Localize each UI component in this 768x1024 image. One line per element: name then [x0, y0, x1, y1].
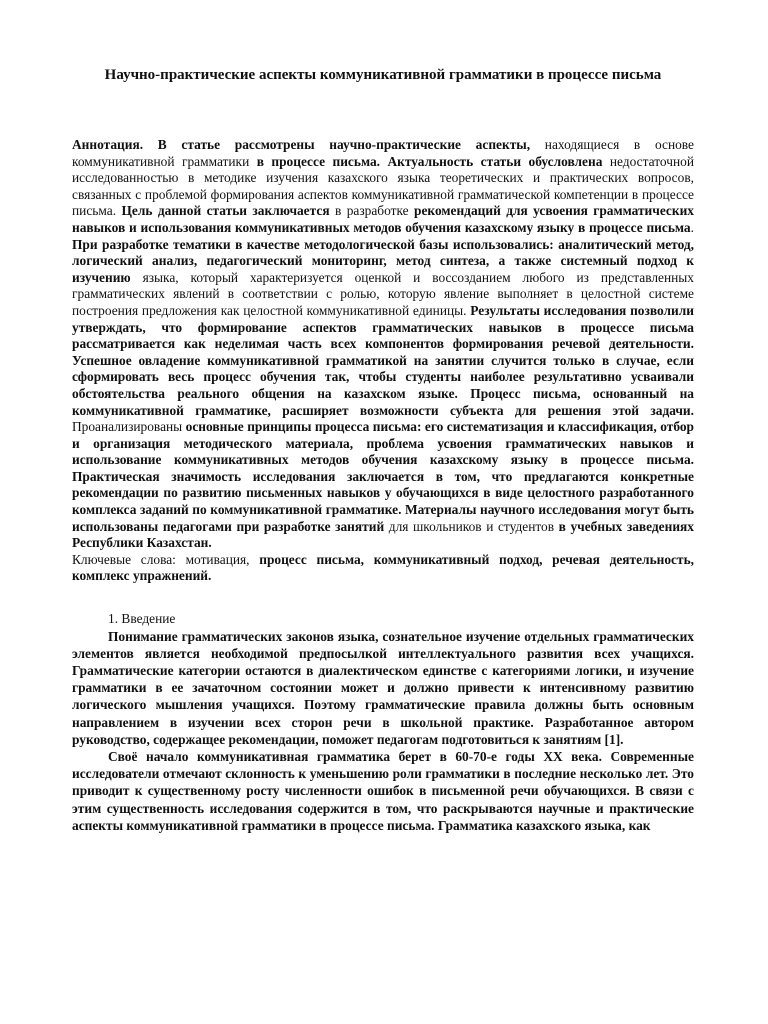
abstract-part: Аннотация. В статье рассмотрены научно-практические аспекты,: [72, 137, 531, 152]
abstract-part: основные принципы процесса письма: его систематизация и классификация, отбор и организация методического материала, проблема усвоения грамматических навыков и использование коммуникативных методов обучения казахскому языку в процессе письма. Практическая значимость исследования заключается в том, что предлагаются конкретные рекомендации по развитию письменных навыков у обучающихся в виде целостного разработанного комплекса заданий по коммуникативной грамматике. Материалы научного исследования могут быть использованы педагогами при разработке занятий: [72, 419, 694, 534]
abstract-part: для школьников и студентов: [384, 518, 559, 534]
document-page: [72, 66, 694, 834]
keywords-paragraph: [72, 552, 694, 585]
abstract-part: При разработке тематики в качестве методологической базы использовались: аналитический метод, логический анализ, педагогический мониторинг, метод синтеза, а также системный подход к изучению: [72, 236, 694, 285]
section-heading-introduction: 1. Введение: [108, 611, 176, 627]
abstract-part: в процессе письма. Актуальность статьи обусловлена: [256, 153, 603, 169]
abstract-part: находящиеся в основе коммуникативной грамматики: [72, 137, 694, 169]
keywords-part: мотивация,: [175, 551, 260, 567]
abstract-part: Цель данной статьи заключается: [121, 203, 330, 219]
abstract-part: в учебных заведениях Республики Казахстан.: [72, 518, 694, 551]
abstract-part: языка, который характеризуется оценкой и воссозданием любого из представленных грамматических явлений в соответствии с ролью, которую явление выполняет в целостной системе построения предложения как целостной коммуникативной единицы.: [72, 269, 694, 318]
introduction-paragraph-2: Своё начало коммуникативная грамматика берет в 60-70-е годы XX века. Современные исследователи отмечают склонность к уменьшению роли грамматики в последние несколько лет. Это приводит к существенному росту численности ошибок в письменной речи обучающихся. В связи с этим существенность исследования содержится в том, что раскрываются научные и практические аспекты коммуникативной грамматики в процессе письма. Грамматика казахского языка, как: [72, 749, 694, 833]
abstract-part: недостаточной исследованностью в методике изучения казахского языка теоретических и практических вопросов, связанных с проблемой формирования аспектов коммуникативной грамматической компетенции в процессе письма.: [72, 153, 694, 219]
keywords-label: Ключевые слова:: [72, 551, 176, 567]
abstract-paragraph: [72, 137, 694, 552]
abstract-part: Проанализированы: [72, 419, 186, 435]
abstract-part: .: [690, 219, 694, 235]
abstract-part: в разработке: [329, 203, 415, 219]
introduction-paragraph-1: Понимание грамматических законов языка, сознательное изучение отдельных грамматических элементов является необходимой предпосылкой интеллектуального развития всех учащихся. Грамматические категории остаются в диалектическом единстве с категориями логики, и изучение грамматики в ее зачаточном состоянии может и должно привести к интенсивному развитию логического мышления учащихся. Поэтому грамматические правила должны быть основным направлением в изучении всех сторон речи в школьной практике. Разработанное автором руководство, содержащее рекомендации, поможет педагогам подготовиться к занятиям [1].: [72, 628, 694, 747]
abstract-part: рекомендаций для усвоения грамматических навыков и использования коммуникативных методов обучения казахскому языку в процессе письма: [72, 203, 694, 235]
keywords-part: процесс письма, коммуникативный подход, речевая деятельность, комплекс упражнений.: [72, 551, 695, 584]
document-title: Научно-практические аспекты коммуникативной грамматики в процессе письма: [104, 67, 662, 83]
abstract-part: Результаты исследования позволили утверждать, что формирование аспектов грамматических навыков в процессе письма рассматривается как неделимая часть всех компонентов формирования речевой деятельности. Успешное овладение коммуникативной грамматикой на занятии случится только в случае, если сформировать весь процесс обучения так, чтобы студенты наиболее результативно усваивали обстоятельства реального общения на казахском языке. Процесс письма, основанный на коммуникативной грамматике, расширяет возможности субъекта для решения этой задачи.: [72, 302, 694, 418]
